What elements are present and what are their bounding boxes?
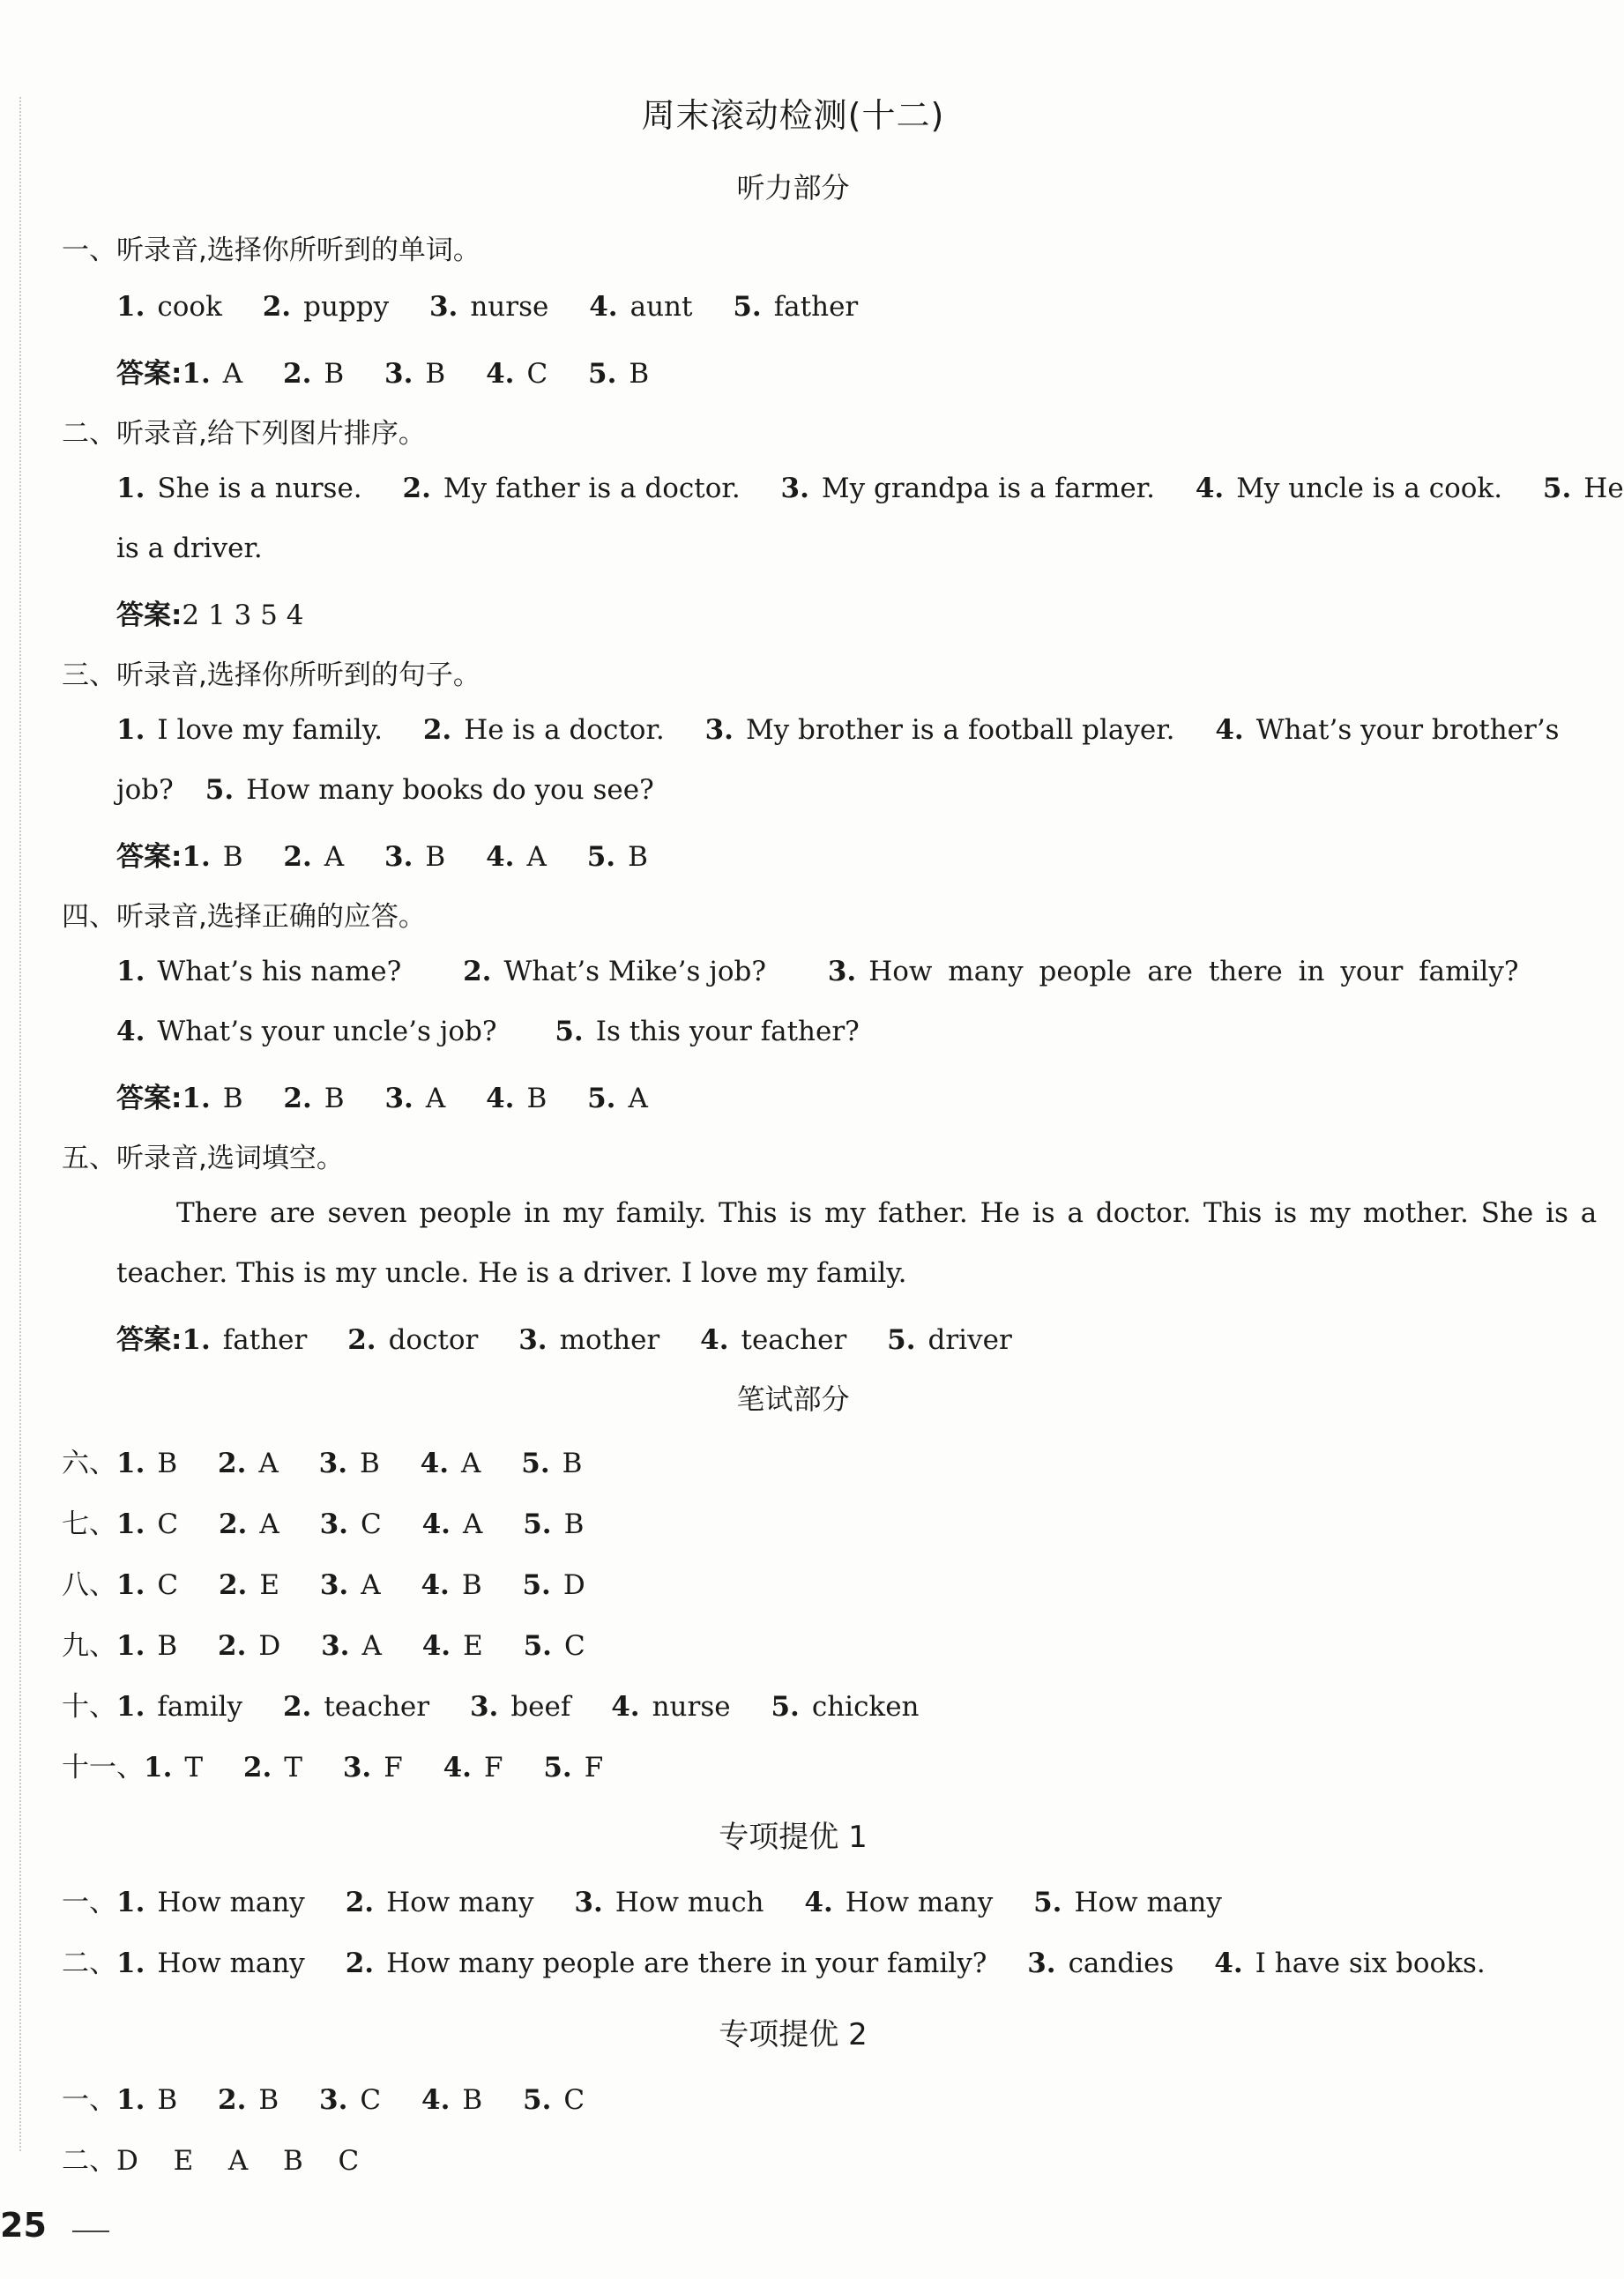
item-number: 2.	[463, 956, 492, 987]
item-number: 4.	[421, 1630, 451, 1662]
item-number: 5.	[555, 1016, 584, 1047]
section-label: 六、	[62, 1448, 116, 1479]
written-row-8	[62, 1562, 617, 1602]
answer-value: C	[157, 1508, 179, 1540]
answer-value: I have six books.	[1255, 1948, 1486, 1979]
s4-script-line2	[116, 1016, 1507, 1047]
item-number: 2.	[422, 714, 452, 746]
item-number: 4.	[486, 358, 515, 390]
section-label: 十一、	[62, 1752, 144, 1784]
s5-answers	[116, 1317, 1507, 1357]
special-2-row-1	[62, 2077, 616, 2117]
answer-value: driver	[927, 1324, 1012, 1356]
item-number: 2.	[283, 841, 312, 873]
item-number: 4.	[421, 1508, 451, 1540]
item-number: 4.	[443, 1752, 472, 1784]
s1-answers	[116, 351, 1507, 391]
section-label: 二、	[62, 2145, 116, 2177]
item-number: 4.	[421, 2084, 451, 2116]
item-number: 3.	[321, 1630, 350, 1662]
section-label: 七、	[62, 1508, 116, 1540]
page-number: 25	[0, 2206, 47, 2245]
item-number: 3.	[319, 1508, 348, 1540]
item-number: 2.	[402, 473, 431, 504]
item-number: 5.	[523, 2084, 552, 2116]
special-1-row-1	[62, 1880, 1254, 1919]
item-number: 4.	[486, 1083, 515, 1114]
item-number: 4.	[421, 1569, 450, 1601]
s1-heading: 一、听录音,选择你所听到的单词。	[62, 235, 480, 266]
item-number: 3.	[780, 473, 809, 504]
item-number: 3.	[384, 358, 413, 390]
s3-script-line1	[116, 714, 1560, 746]
answer-value: F	[384, 1752, 403, 1784]
s3-script-line2	[116, 774, 1507, 806]
s4-answers	[116, 1076, 1507, 1115]
answer-value: B	[628, 841, 648, 873]
item-text: He	[1583, 473, 1624, 504]
answer-value: How many	[845, 1887, 994, 1918]
item-number: 5.	[586, 841, 616, 873]
answer-value: B	[157, 1630, 178, 1662]
item-number: 4.	[116, 1016, 145, 1047]
item-number: 4.	[700, 1324, 729, 1356]
item-number: 1.	[116, 473, 145, 504]
item-number: 2.	[282, 1691, 312, 1723]
s3-heading: 三、听录音,选择你所听到的句子。	[62, 659, 480, 691]
item-number: 2.	[218, 2084, 247, 2116]
s4-heading: 四、听录音,选择正确的应答。	[62, 901, 426, 933]
answer-value: family	[157, 1691, 243, 1723]
item-text: What’s your brother’s	[1255, 714, 1560, 746]
item-number: 4.	[589, 291, 618, 323]
answer-value: B	[157, 2084, 178, 2116]
item-text: job?	[116, 774, 174, 806]
s2-script-line1	[116, 473, 1624, 504]
answer-value: A	[259, 1508, 279, 1540]
item-text: My uncle is a cook.	[1236, 473, 1503, 504]
item-number: 3.	[574, 1887, 603, 1918]
item-number: 3.	[319, 2084, 348, 2116]
item-number: 3.	[428, 291, 458, 323]
item-number: 3.	[827, 956, 857, 987]
item-number: 5.	[887, 1324, 916, 1356]
written-row-6	[62, 1441, 614, 1480]
answer-value: B	[258, 2084, 279, 2116]
item-number: 4.	[1214, 1948, 1243, 1979]
answer-value: F	[584, 1752, 604, 1784]
item-number: 1.	[116, 714, 145, 746]
answer-value: B	[562, 1448, 583, 1479]
item-number: 5.	[1033, 1887, 1062, 1918]
special-1-title: 专项提优 1	[719, 1820, 868, 1855]
answer-value: How many	[157, 1948, 305, 1979]
answer-value: B	[324, 358, 345, 390]
answer-value: father	[222, 1324, 308, 1356]
item-number: 4.	[1195, 473, 1225, 504]
item-number: 5.	[522, 1569, 551, 1601]
s5-passage-line2: teacher. This is my uncle. He is a driver. I love my family.	[116, 1257, 907, 1289]
answer-value: A	[461, 1448, 481, 1479]
answer-value: C	[157, 1569, 179, 1601]
item-number: 1.	[182, 1083, 211, 1114]
page-title: 周末滚动检测(十二)	[641, 96, 945, 135]
item-number: 4.	[1215, 714, 1244, 746]
answer-value: C	[360, 2084, 382, 2116]
special-1-row-2	[62, 1940, 1517, 1980]
item-number: 1.	[116, 1508, 145, 1540]
item-number: 2.	[218, 1569, 248, 1601]
item-number: 5.	[733, 291, 762, 323]
item-number: 1.	[116, 956, 145, 987]
item-number: 1.	[182, 358, 211, 390]
item-text: puppy	[303, 291, 390, 323]
item-number: 2.	[218, 1508, 248, 1540]
written-row-10	[62, 1684, 951, 1724]
written-row-9	[62, 1623, 617, 1663]
section-label: 九、	[62, 1630, 116, 1662]
item-number: 2.	[345, 1948, 375, 1979]
answer-value: A	[361, 1569, 381, 1601]
item-number: 1.	[116, 1887, 145, 1918]
answer-value: C	[526, 358, 548, 390]
item-text: aunt	[629, 291, 693, 323]
item-number: 5.	[587, 1083, 616, 1114]
answer-value: B	[425, 358, 446, 390]
item-number: 4.	[611, 1691, 640, 1723]
answer-value: mother	[559, 1324, 660, 1356]
answer-value: A	[222, 358, 243, 390]
answer-value: C	[563, 1630, 585, 1662]
answer-value: beef	[510, 1691, 571, 1723]
answer-value: B	[360, 1448, 380, 1479]
item-number: 1.	[144, 1752, 173, 1784]
answer-value: A	[258, 1448, 279, 1479]
answer-value: A	[324, 841, 345, 873]
item-text: My grandpa is a farmer.	[821, 473, 1155, 504]
answer-value: nurse	[652, 1691, 731, 1723]
item-text: She is a nurse.	[157, 473, 362, 504]
section-label: 八、	[62, 1569, 116, 1601]
answer-value: A	[526, 841, 547, 873]
item-text: What’s Mike’s job?	[503, 956, 766, 987]
item-number: 3.	[469, 1691, 499, 1723]
item-number: 5.	[523, 1630, 552, 1662]
answer-label: 答案:	[116, 358, 183, 390]
s2-script-line2: is a driver.	[116, 533, 263, 564]
answer-value: D	[562, 1569, 585, 1601]
answer-value: B	[461, 1569, 482, 1601]
answer-value: C	[563, 2084, 585, 2116]
answer-value: F	[483, 1752, 503, 1784]
item-number: 1.	[116, 1569, 145, 1601]
answer-label: 答案:	[116, 1324, 183, 1356]
item-number: 2.	[262, 291, 292, 323]
item-number: 4.	[804, 1887, 833, 1918]
item-number: 3.	[518, 1324, 548, 1356]
item-number: 1.	[116, 1448, 145, 1479]
answer-value: E	[463, 1630, 483, 1662]
item-text: My father is a doctor.	[443, 473, 741, 504]
section-label: 十、	[62, 1691, 116, 1723]
answer-value: A	[361, 1630, 382, 1662]
answer-value: C	[360, 1508, 382, 1540]
answer-value: A	[628, 1083, 648, 1114]
answer-value: candies	[1068, 1948, 1174, 1979]
item-number: 3.	[319, 1569, 349, 1601]
item-number: 2.	[218, 1448, 247, 1479]
s3-answers	[116, 834, 1507, 874]
item-number: 2.	[345, 1887, 375, 1918]
s2-answers	[116, 592, 1507, 632]
answer-label: 答案:	[116, 841, 183, 873]
listening-section-title: 听力部分	[736, 171, 850, 205]
page-number-dash	[72, 2231, 109, 2232]
item-number: 5.	[523, 1508, 552, 1540]
answer-value: B	[526, 1083, 548, 1114]
answer-value: B	[324, 1083, 345, 1114]
item-text: nurse	[470, 291, 549, 323]
item-text: Is this your father?	[595, 1016, 860, 1047]
item-number: 3.	[342, 1752, 372, 1784]
special-2-row-2	[62, 2138, 359, 2178]
answer-value: E	[259, 1569, 279, 1601]
item-text: father	[773, 291, 859, 323]
s5-passage-line1: There are seven people in my family. This is my father. He is a doctor. This is my mother. She is a	[176, 1197, 1598, 1229]
written-row-7	[62, 1501, 615, 1541]
s5-heading: 五、听录音,选词填空。	[62, 1143, 344, 1174]
section-label: 一、	[62, 1887, 116, 1918]
item-text: cook	[157, 291, 222, 323]
item-number: 3.	[704, 714, 734, 746]
answer-value: D E A B C	[116, 2145, 360, 2177]
answer-value: doctor	[388, 1324, 479, 1356]
answer-value: D	[258, 1630, 281, 1662]
answer-value: How many	[157, 1887, 305, 1918]
item-text: He is a doctor.	[464, 714, 665, 746]
item-number: 2.	[347, 1324, 376, 1356]
item-number: 5.	[1542, 473, 1572, 504]
answer-value: How much	[615, 1887, 764, 1918]
item-number: 4.	[486, 841, 515, 873]
answer-value: How many	[386, 1887, 534, 1918]
item-number: 3.	[384, 1083, 413, 1114]
item-number: 1.	[116, 1630, 145, 1662]
item-number: 3.	[318, 1448, 348, 1479]
written-row-11	[62, 1745, 635, 1784]
item-text: How many people are there in your family?	[868, 956, 1519, 987]
answer-value: chicken	[811, 1691, 920, 1723]
answer-value: B	[629, 358, 650, 390]
item-number: 5.	[543, 1752, 572, 1784]
answer-value: B	[222, 841, 243, 873]
item-number: 1.	[116, 1691, 145, 1723]
answer-value: A	[462, 1508, 483, 1540]
answer-value: T	[284, 1752, 302, 1784]
answer-value: teacher	[324, 1691, 430, 1723]
answer-value: B	[157, 1448, 178, 1479]
item-number: 5.	[771, 1691, 800, 1723]
item-number: 5.	[521, 1448, 550, 1479]
answer-value: T	[184, 1752, 204, 1784]
item-number: 2.	[283, 358, 312, 390]
item-number: 1.	[116, 2084, 145, 2116]
answer-value: B	[563, 1508, 585, 1540]
item-number: 1.	[116, 291, 145, 323]
item-number: 2.	[283, 1083, 312, 1114]
s4-script-line1	[116, 956, 1519, 987]
item-number: 3.	[384, 841, 413, 873]
s1-script	[116, 291, 1507, 323]
item-text: What’s your uncle’s job?	[157, 1016, 497, 1047]
item-number: 3.	[1027, 1948, 1056, 1979]
answer-value: B	[222, 1083, 243, 1114]
s2-heading: 二、听录音,给下列图片排序。	[62, 418, 426, 450]
item-text: What’s his name?	[157, 956, 402, 987]
item-number: 1.	[182, 841, 211, 873]
item-number: 2.	[218, 1630, 247, 1662]
answer-value: A	[425, 1083, 446, 1114]
item-number: 1.	[182, 1324, 211, 1356]
answer-value: How many people are there in your family?	[386, 1948, 987, 1979]
answer-value: B	[425, 841, 446, 873]
section-label: 一、	[62, 2084, 116, 2116]
written-section-title: 笔试部分	[736, 1382, 850, 1416]
section-label: 二、	[62, 1948, 116, 1979]
item-number: 1.	[116, 1948, 145, 1979]
item-number: 5.	[205, 774, 235, 806]
answer-value: teacher	[741, 1324, 847, 1356]
item-text: How many books do you see?	[246, 774, 654, 806]
answer-value: 2 1 3 5 4	[182, 600, 304, 631]
answer-value: B	[462, 2084, 483, 2116]
item-number: 5.	[588, 358, 617, 390]
answer-value: How many	[1074, 1887, 1222, 1918]
item-text: My brother is a football player.	[745, 714, 1175, 746]
item-number: 4.	[420, 1448, 450, 1479]
answer-label: 答案:	[116, 600, 183, 631]
answer-label: 答案:	[116, 1083, 183, 1114]
special-2-title: 专项提优 2	[719, 2017, 868, 2052]
item-number: 2.	[242, 1752, 272, 1784]
item-text: I love my family.	[157, 714, 383, 746]
